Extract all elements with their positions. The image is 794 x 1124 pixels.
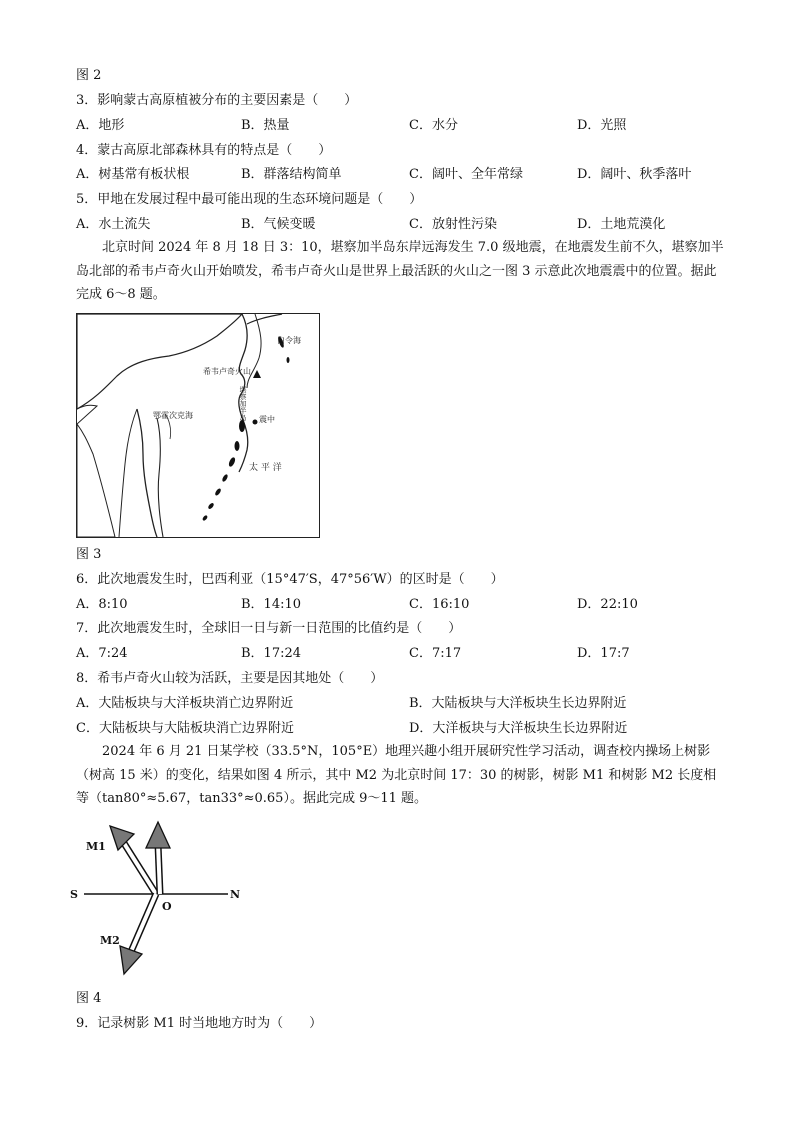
question-3-option-a: A．地形 <box>76 118 125 133</box>
question-8-option-b: B．大陆板块与大洋板块生长边界附近 <box>409 696 627 711</box>
question-9-stem: 9．记录树影 M1 时当地地方时为（ ） <box>76 1016 323 1031</box>
shadow-m2 <box>120 894 156 974</box>
question-5-option-b: B．气候变暖 <box>241 217 316 232</box>
m2-label: M2 <box>100 934 120 947</box>
question-6-option-b: B．14:10 <box>241 597 302 612</box>
map-label-bering: 白令海 <box>277 336 301 345</box>
question-3-option-b: B．热量 <box>241 118 290 133</box>
map-label-volcano: 希韦卢奇火山 <box>203 367 251 376</box>
question-6-stem: 6．此次地震发生时，巴西利亚（15°47′S，47°56′W）的区时是（ ） <box>76 572 504 587</box>
question-3-option-d: D．光照 <box>577 118 627 133</box>
figure-4-caption: 图 4 <box>76 991 102 1006</box>
question-8-stem: 8．希韦卢奇火山较为活跃，主要是因其地处（ ） <box>76 671 384 686</box>
question-8-option-a: A．大陆板块与大洋板块消亡边界附近 <box>76 696 294 711</box>
north-label: N <box>230 888 240 901</box>
question-6-option-d: D．22:10 <box>577 597 638 612</box>
map-label-epicenter: 震中 <box>259 415 275 424</box>
question-4-stem: 4．蒙古高原北部森林具有的特点是（ ） <box>76 143 332 158</box>
passage-tree-shadow: 2024 年 6 月 21 日某学校（33.5°N，105°E）地理兴趣小组开展研究性学习活动，调查校内操场上树影（树高 15 米）的变化，结果如图 4 所示，其中 M2 为北京时间 17：30 的树影，树影 M1 和树影 M2 长度相等（tan80°≈5.67，tan33°≈0.65）。据此完成 9～11 题。 <box>76 744 717 806</box>
question-7-option-d: D．17:7 <box>577 646 630 661</box>
map-label-pacific: 太 平 洋 <box>249 463 282 473</box>
question-6-option-c: C．16:10 <box>409 597 470 612</box>
figure-2-caption: 图 2 <box>76 68 102 83</box>
question-8-option-d: D．大洋板块与大洋板块生长边界附近 <box>409 721 628 736</box>
m1-label: M1 <box>86 840 106 853</box>
question-7-option-b: B．17:24 <box>241 646 302 661</box>
question-6-option-a: A．8:10 <box>76 597 128 612</box>
kamchatka-map <box>76 313 320 538</box>
question-4-option-a: A．树基常有板状根 <box>76 167 190 182</box>
volcano-icon <box>253 370 261 378</box>
question-5-option-a: A．水土流失 <box>76 217 151 232</box>
figure-3-caption: 图 3 <box>76 547 102 562</box>
map-label-okhotsk: 鄂霍次克海 <box>153 411 193 420</box>
passage-earthquake: 北京时间 2024 年 8 月 18 日 3：10，堪察加半岛东岸远海发生 7.0 级地震，在地震发生前不久，堪察加半岛北部的希韦卢奇火山开始喷发，希韦卢奇火山是世界上最活跃的火山之一图 3 示意此次地震震中的位置。据此完成 6～8 题。 <box>76 240 724 302</box>
south-label: S <box>70 888 78 901</box>
kamchatka-map-drawing <box>77 314 319 537</box>
question-4-option-b: B．群落结构简单 <box>241 167 342 182</box>
question-7-option-a: A．7:24 <box>76 646 128 661</box>
question-5-option-d: D．土地荒漠化 <box>577 217 666 232</box>
question-3-stem: 3．影响蒙古高原植被分布的主要因素是（ ） <box>76 93 358 108</box>
question-4-option-d: D．阔叶、秋季落叶 <box>577 167 692 182</box>
question-8-option-c: C．大陆板块与大陆板块消亡边界附近 <box>76 721 294 736</box>
question-3-option-c: C．水分 <box>409 118 458 133</box>
origin-label: O <box>162 900 172 913</box>
question-7-option-c: C．7:17 <box>409 646 462 661</box>
question-7-stem: 7．此次地震发生时，全球旧一日与新一日范围的比值约是（ ） <box>76 621 462 636</box>
map-label-peninsula: 堪察加半岛 <box>239 386 247 421</box>
question-4-option-c: C．阔叶、全年常绿 <box>409 167 523 182</box>
question-5-stem: 5．甲地在发展过程中最可能出现的生态环境问题是（ ） <box>76 192 423 207</box>
tree-shadow-diagram <box>70 818 240 978</box>
shadow-m1 <box>110 826 156 894</box>
question-5-option-c: C．放射性污染 <box>409 217 497 232</box>
epicenter-icon <box>253 420 258 425</box>
